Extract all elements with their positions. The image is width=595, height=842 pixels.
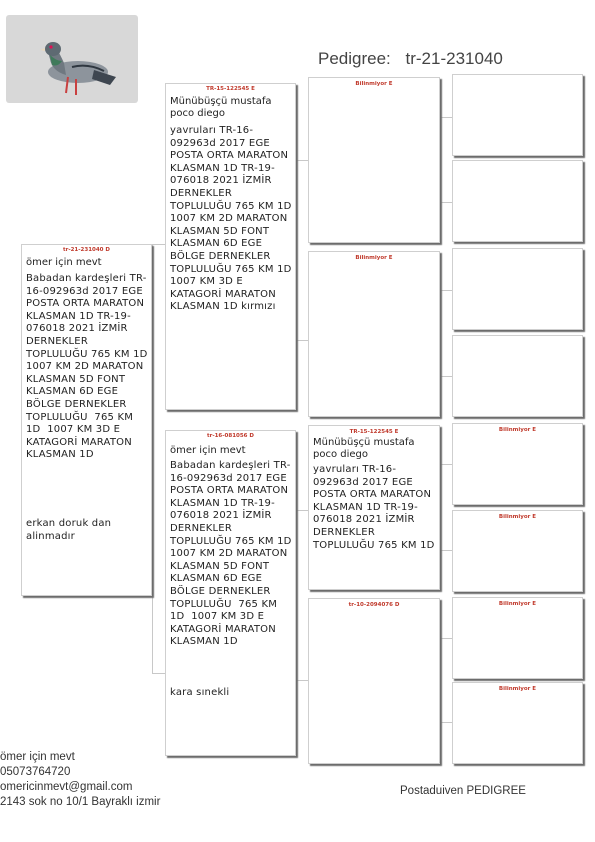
gen4-card[interactable] bbox=[452, 597, 583, 679]
gen4-card[interactable] bbox=[452, 510, 583, 592]
owner-address: 2143 sok no 10/1 Bayraklı izmir bbox=[0, 796, 161, 808]
gen4-card[interactable] bbox=[452, 682, 583, 764]
connector-line bbox=[440, 722, 452, 723]
gen4-ring: Bilinmiyor E bbox=[498, 427, 537, 433]
owner-name: ömer için mevt bbox=[0, 751, 75, 763]
gen3-description: yavruları TR-16-092963d 2017 EGE POSTA ORTA MARATON KLASMAN 1D TR-19-076018 2021 İZMİR DERNEKLER TOPLULUĞU 765 KM 1D bbox=[313, 464, 435, 551]
dam-description: Babadan kardeşleri TR-16-092963d 2017 EGE POSTA ORTA MARATON KLASMAN 1D TR-19-076018 2021 İZMİR DERNEKLER TOPLULUĞU 765 KM 1D 1007 KM 2D MARATON KLASMAN 5D FONT KLASMAN 6D EGE BÖLGE DERNEKLER TOPLULUĞU 765 KM 1D 1007 KM 3D E KATAGORİ MARATON KLASMAN 1D bbox=[170, 460, 295, 648]
gen4-ring: Bilinmiyor E bbox=[498, 686, 537, 692]
connector-line bbox=[152, 244, 166, 245]
owner-phone: 05073764720 bbox=[0, 766, 71, 778]
subject-description: Babadan kardeşleri TR-16-092963d 2017 EGE POSTA ORTA MARATON KLASMAN 1D TR-19-076018 2021 İZMİR DERNEKLER TOPLULUĞU 765 KM 1D 1007 KM 2D MARATON KLASMAN 5D FONT KLASMAN 6D EGE BÖLGE DERNEKLER TOPLULUĞU 765 KM 1D 1007 KM 3D E KATAGORİ MARATON KLASMAN 1D bbox=[26, 273, 151, 461]
connector-line bbox=[296, 510, 308, 511]
gen3-name: Münübüşçü mustafa poco diego bbox=[313, 437, 418, 460]
sire-name: Münübüşçü mustafa poco diego bbox=[170, 96, 275, 119]
pedigree-title bbox=[318, 49, 503, 69]
connector-line bbox=[152, 244, 153, 674]
gen3-card[interactable] bbox=[308, 425, 440, 590]
sire-description: yavruları TR-16-092963d 2017 EGE POSTA ORTA MARATON KLASMAN 1D TR-19-076018 2021 İZMİR DERNEKLER TOPLULUĞU 765 KM 1D 1007 KM 2D MARATON KLASMAN 5D FONT KLASMAN 6D EGE BÖLGE DERNEKLER TOPLULUĞU 765 KM 1D 1007 KM 3D E KATAGORİ MARATON KLASMAN 1D kırmızı bbox=[170, 125, 295, 313]
connector-line bbox=[440, 202, 452, 203]
dam-card[interactable] bbox=[165, 430, 296, 756]
gen3-ring: Bilinmiyor E bbox=[355, 255, 393, 261]
sire-ring: TR-15-122545 E bbox=[206, 86, 255, 92]
connector-line bbox=[152, 673, 166, 674]
owner-email: omericinmevt@gmail.com bbox=[0, 781, 133, 793]
gen3-card[interactable] bbox=[308, 77, 440, 243]
connector-line bbox=[440, 550, 452, 551]
connector-line bbox=[296, 680, 308, 681]
connector-line bbox=[296, 340, 308, 341]
sire-card[interactable] bbox=[165, 83, 296, 410]
gen4-card[interactable] bbox=[452, 335, 583, 417]
connector-line bbox=[296, 160, 308, 161]
gen4-card[interactable] bbox=[452, 160, 583, 242]
gen4-ring: Bilinmiyor E bbox=[498, 601, 537, 607]
pigeon-icon bbox=[6, 15, 138, 103]
gen3-ring: TR-15-122545 E bbox=[349, 429, 399, 435]
connector-line bbox=[440, 117, 452, 118]
dam-name: ömer için mevt bbox=[170, 445, 246, 456]
gen4-ring: Bilinmiyor E bbox=[498, 514, 537, 520]
subject-note: erkan doruk dan alinmadır bbox=[26, 518, 115, 542]
dam-note: kara sınekli bbox=[170, 687, 230, 698]
gen4-card[interactable] bbox=[452, 423, 583, 505]
gen4-card[interactable] bbox=[452, 248, 583, 330]
pedigree-ring: tr-21-231040 bbox=[405, 49, 503, 68]
gen4-card[interactable] bbox=[452, 74, 583, 156]
pedigree-label: Pedigree: bbox=[318, 49, 391, 68]
logo-panel bbox=[6, 15, 138, 103]
gen3-ring: Bilinmiyor E bbox=[355, 81, 393, 87]
dam-ring: tr-16-081056 D bbox=[206, 433, 254, 439]
connector-line bbox=[440, 290, 452, 291]
owner-info bbox=[0, 750, 160, 810]
gen3-card[interactable] bbox=[308, 251, 440, 417]
connector-line bbox=[440, 638, 452, 639]
gen3-card[interactable] bbox=[308, 598, 440, 764]
footer-brand: Postaduiven PEDIGREE bbox=[400, 785, 526, 797]
subject-name: ömer için mevt bbox=[26, 257, 102, 268]
connector-line bbox=[440, 464, 452, 465]
subject-card[interactable] bbox=[21, 244, 152, 596]
subject-ring: tr-21-231040 D bbox=[62, 247, 110, 253]
connector-line bbox=[440, 376, 452, 377]
gen3-ring: tr-10-2094076 D bbox=[348, 602, 400, 608]
